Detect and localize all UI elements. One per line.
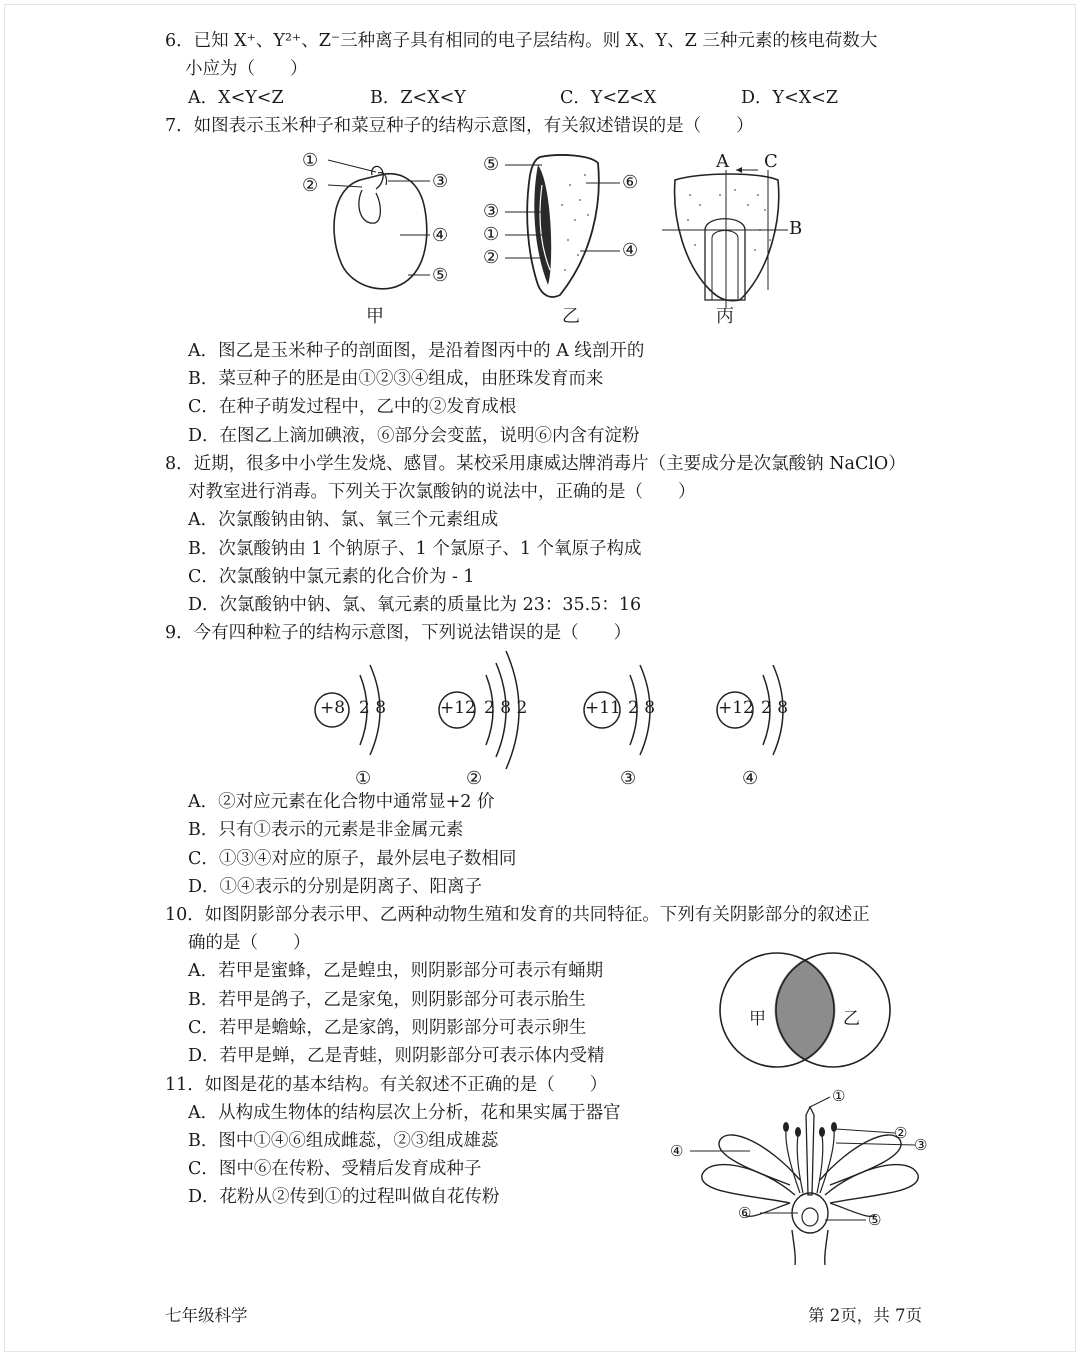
corn-outline-label-c: C	[764, 151, 778, 172]
caption-bing: 丙	[716, 306, 734, 327]
particle-2-electrons: 2 8 2	[484, 698, 528, 718]
q11-option-b: B．图中①④⑥组成雌蕊，②③组成雄蕊	[188, 1131, 499, 1151]
q7-option-b: B．菜豆种子的胚是由①②③④组成，由胚珠发育而来	[188, 369, 604, 389]
particle-3-label: ③	[620, 768, 637, 789]
particle-1-label: ①	[355, 768, 372, 789]
q6-option-c: C．Y<Z<X	[560, 88, 657, 108]
footer-page-number: 第 2页，共 7页	[808, 1306, 922, 1325]
q11-stem: 11．如图是花的基本结构。有关叙述不正确的是（ ）	[165, 1075, 608, 1095]
flower-label-6: ⑥	[738, 1204, 752, 1222]
bean-label-1: ①	[302, 150, 319, 171]
q6-stem-line1: 6．已知 X⁺、Y²⁺、Z⁻三种离子具有相同的电子层结构。则 X、Y、Z 三种元素的核电荷数大	[165, 31, 878, 51]
q9-option-b: B．只有①表示的元素是非金属元素	[188, 820, 464, 840]
q10-option-c: C．若甲是蟾蜍，乙是家鸽，则阴影部分可表示卵生	[188, 1018, 587, 1038]
particle-4-label: ④	[742, 768, 759, 789]
corn-seed-outline-figure	[660, 150, 810, 310]
q10-stem-line2: 确的是（ ）	[188, 933, 311, 953]
corn-outline-label-b: B	[789, 218, 803, 239]
q8-stem-line2: 对教室进行消毒。下列关于次氯酸钠的说法中，正确的是（ ）	[188, 482, 696, 502]
q8-option-c: C．次氯酸钠中氯元素的化合价为 - 1	[188, 567, 475, 587]
venn-diagram	[715, 950, 895, 1070]
corn-label-5: ⑤	[483, 154, 500, 175]
corn-label-1: ①	[483, 224, 500, 245]
q6-stem-line2: 小应为（ ）	[185, 59, 308, 79]
q9-option-d: D．①④表示的分别是阴离子、阳离子	[188, 877, 483, 897]
q8-stem-line1: 8．近期，很多中小学生发烧、感冒。某校采用康威达牌消毒片（主要成分是次氯酸钠 NaClO）	[165, 454, 906, 474]
caption-yi: 乙	[562, 306, 580, 327]
corn-outline-label-a: A	[716, 151, 729, 172]
q7-option-a: A．图乙是玉米种子的剖面图，是沿着图丙中的 A 线剖开的	[188, 341, 645, 361]
q9-stem: 9．今有四种粒子的结构示意图，下列说法错误的是（ ）	[165, 623, 632, 643]
q10-stem-line1: 10．如图阴影部分表示甲、乙两种动物生殖和发育的共同特征。下列有关阴影部分的叙述正	[165, 905, 870, 925]
corn-label-3: ③	[483, 201, 500, 222]
q8-option-a: A．次氯酸钠由钠、氯、氧三个元素组成	[188, 510, 499, 530]
q10-option-a: A．若甲是蜜蜂，乙是蝗虫，则阴影部分可表示有蛹期	[188, 961, 604, 981]
corn-label-4: ④	[622, 240, 639, 261]
corn-seed-section-figure	[480, 145, 660, 305]
particle-2-label: ②	[466, 768, 483, 789]
bean-label-4: ④	[432, 225, 449, 246]
q8-option-d: D．次氯酸钠中钠、氯、氧元素的质量比为 23：35.5：16	[188, 595, 642, 615]
q6-option-a: A．X<Y<Z	[188, 88, 284, 108]
q8-option-b: B．次氯酸钠由 1 个钠原子、1 个氯原子、1 个氧原子构成	[188, 539, 642, 559]
caption-jia: 甲	[366, 306, 384, 327]
q7-option-c: C．在种子萌发过程中，乙中的②发育成根	[188, 397, 517, 417]
particle-2-nucleus: +12	[440, 698, 476, 718]
bean-label-5: ⑤	[432, 265, 449, 286]
venn-label-yi: 乙	[843, 1009, 860, 1029]
q11-option-a: A．从构成生物体的结构层次上分析，花和果实属于器官	[188, 1103, 621, 1123]
q6-option-d: D．Y<X<Z	[741, 88, 839, 108]
q7-stem: 7．如图表示玉米种子和菜豆种子的结构示意图，有关叙述错误的是（ ）	[165, 116, 754, 136]
bean-label-2: ②	[302, 175, 319, 196]
q7-option-d: D．在图乙上滴加碘液，⑥部分会变蓝，说明⑥内含有淀粉	[188, 426, 640, 446]
footer-subject: 七年级科学	[165, 1306, 248, 1325]
bean-label-3: ③	[432, 171, 449, 192]
q10-option-b: B．若甲是鸽子，乙是家兔，则阴影部分可表示胎生	[188, 990, 586, 1010]
flower-label-3: ③	[914, 1136, 928, 1154]
q11-option-d: D．花粉从②传到①的过程叫做自花传粉	[188, 1187, 500, 1207]
q9-option-a: A．②对应元素在化合物中通常显+2 价	[188, 792, 495, 812]
venn-label-jia: 甲	[749, 1009, 766, 1029]
q11-option-c: C．图中⑥在传粉、受精后发育成种子	[188, 1159, 482, 1179]
flower-label-4: ④	[670, 1142, 684, 1160]
particle-1-electrons: 2 8	[359, 698, 387, 718]
flower-structure-figure	[690, 1085, 930, 1265]
corn-label-2: ②	[483, 247, 500, 268]
flower-label-1: ①	[832, 1087, 846, 1105]
flower-label-5: ⑤	[868, 1211, 882, 1229]
corn-label-6: ⑥	[622, 172, 639, 193]
q9-option-c: C．①③④对应的原子，最外层电子数相同	[188, 849, 517, 869]
particle-4-electrons: 2 8	[761, 698, 789, 718]
particle-3-nucleus: +11	[585, 698, 621, 718]
particle-1-nucleus: +8	[320, 698, 346, 718]
flower-label-2: ②	[894, 1124, 908, 1142]
q6-option-b: B．Z<X<Y	[370, 88, 466, 108]
q10-option-d: D．若甲是蝉，乙是青蛙，则阴影部分可表示体内受精	[188, 1046, 605, 1066]
particle-3-electrons: 2 8	[628, 698, 656, 718]
particle-4-nucleus: +12	[718, 698, 754, 718]
